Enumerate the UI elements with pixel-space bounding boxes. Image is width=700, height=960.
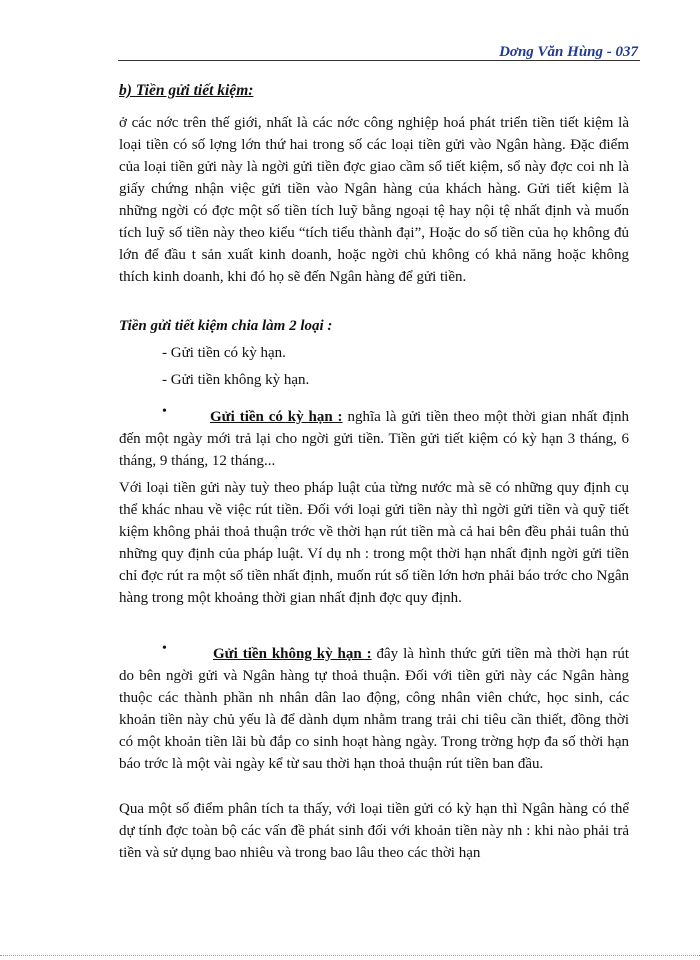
paragraph-term-deposit [119,406,629,472]
section-heading: b) Tiền gửi tiết kiệm: [119,82,254,99]
demand-deposit-text: đây là hình thức gửi tiền mà thời hạn rút do bên ngời gửi và Ngân hàng tự thoả thuận. Đối với tiền gửi này các Ngân hàng thuộc các thành phần nh nhân dân lao động, công nhân viên chức, học sinh, các khoản tiền này chủ yếu là để dành dụm nhằm trang trải chi tiêu cần thiết, đồng thời có một khoản tiền lãi bù đắp co sinh hoạt hàng ngày. Trong trờng hợp đa số thời hạn báo trớc là một vài ngày kể từ sau thời hạn thoả thuận rút tiền ban đầu. [119,646,629,772]
header-divider [118,60,640,61]
page-header-author: Dơng Văn Hùng - 037 [499,44,638,60]
bullet-icon: • [162,641,167,656]
types-heading: Tiền gửi tiết kiệm chia làm 2 loại : [119,318,333,334]
demand-deposit-label: Gửi tiền không kỳ hạn : [213,646,372,662]
term-deposit-text: nghĩa là gửi tiền theo một thời gian nhất định đến một ngày mới trả lại cho ngời gửi tiền. Tiền gửi tiết kiệm có kỳ hạn 3 tháng, 6 tháng, 9 tháng, 12 tháng... [119,409,629,469]
list-item-demand-deposit: - Gửi tiền không kỳ hạn. [162,372,310,388]
paragraph-intro: ở các nớc trên thế giới, nhất là các nớc công nghiệp hoá phát triển tiền tiết kiệm là loại tiền có số lợng lớn thứ hai trong số các loại tiền gửi vào Ngân hàng. Đặc điểm của loại tiền gửi này là ngời gửi tiền đợc giao cầm sổ tiết kiệm, sổ này đợc coi nh là giấy chứng nhận việc gửi tiền vào Ngân hàng của khách hàng. Gửi tiết kiệm là những ngời có đợc một số tiền tích luỹ bằng ngoại tệ hay nội tệ nhất định và muốn tích luỹ số tiền này theo kiểu “tích tiểu thành đại”, Hoặc do số tiền của họ không đủ lớn để đầu t sản xuất kinh doanh, hoặc ngời chủ không có khả năng hoặc không thích kinh doanh, khi đó họ sẽ đến Ngân hàng để gửi tiền. [119,115,629,285]
paragraph-demand-deposit [119,643,629,775]
paragraph-withdrawal-rules: Với loại tiền gửi này tuỳ theo pháp luật của từng nước mà sẽ có những quy định cụ thể khác nhau về việc rút tiền. Đối với loại gửi tiền này thì ngời gửi tiền và quỹ tiết kiệm không phải thoả thuận trớc về thời hạn rút tiền mà cả hai bên đều phải tuân thủ những quy định của pháp luật. Ví dụ nh : trong một thời hạn nhất định ngời gửi tiền chỉ đợc rút ra một số tiền nhất định, muốn rút số tiền lớn hơn phải báo trớc cho Ngân hàng trong một khoảng thời gian nhất định đợc quy định. [119,480,629,606]
paragraph-analysis: Qua một số điểm phân tích ta thấy, với loại tiền gửi có kỳ hạn thì Ngân hàng có thể dự tính đợc toàn bộ các vấn đề phát sinh đối với khoản tiền này nh : khi nào phải trả tiền và sử dụng bao nhiêu và trong bao lâu theo các thời hạn [119,801,629,861]
page-bottom-divider [0,955,700,956]
bullet-icon: • [162,404,167,419]
term-deposit-label: Gửi tiền có kỳ hạn : [210,409,343,425]
list-item-term-deposit: - Gửi tiền có kỳ hạn. [162,345,286,361]
